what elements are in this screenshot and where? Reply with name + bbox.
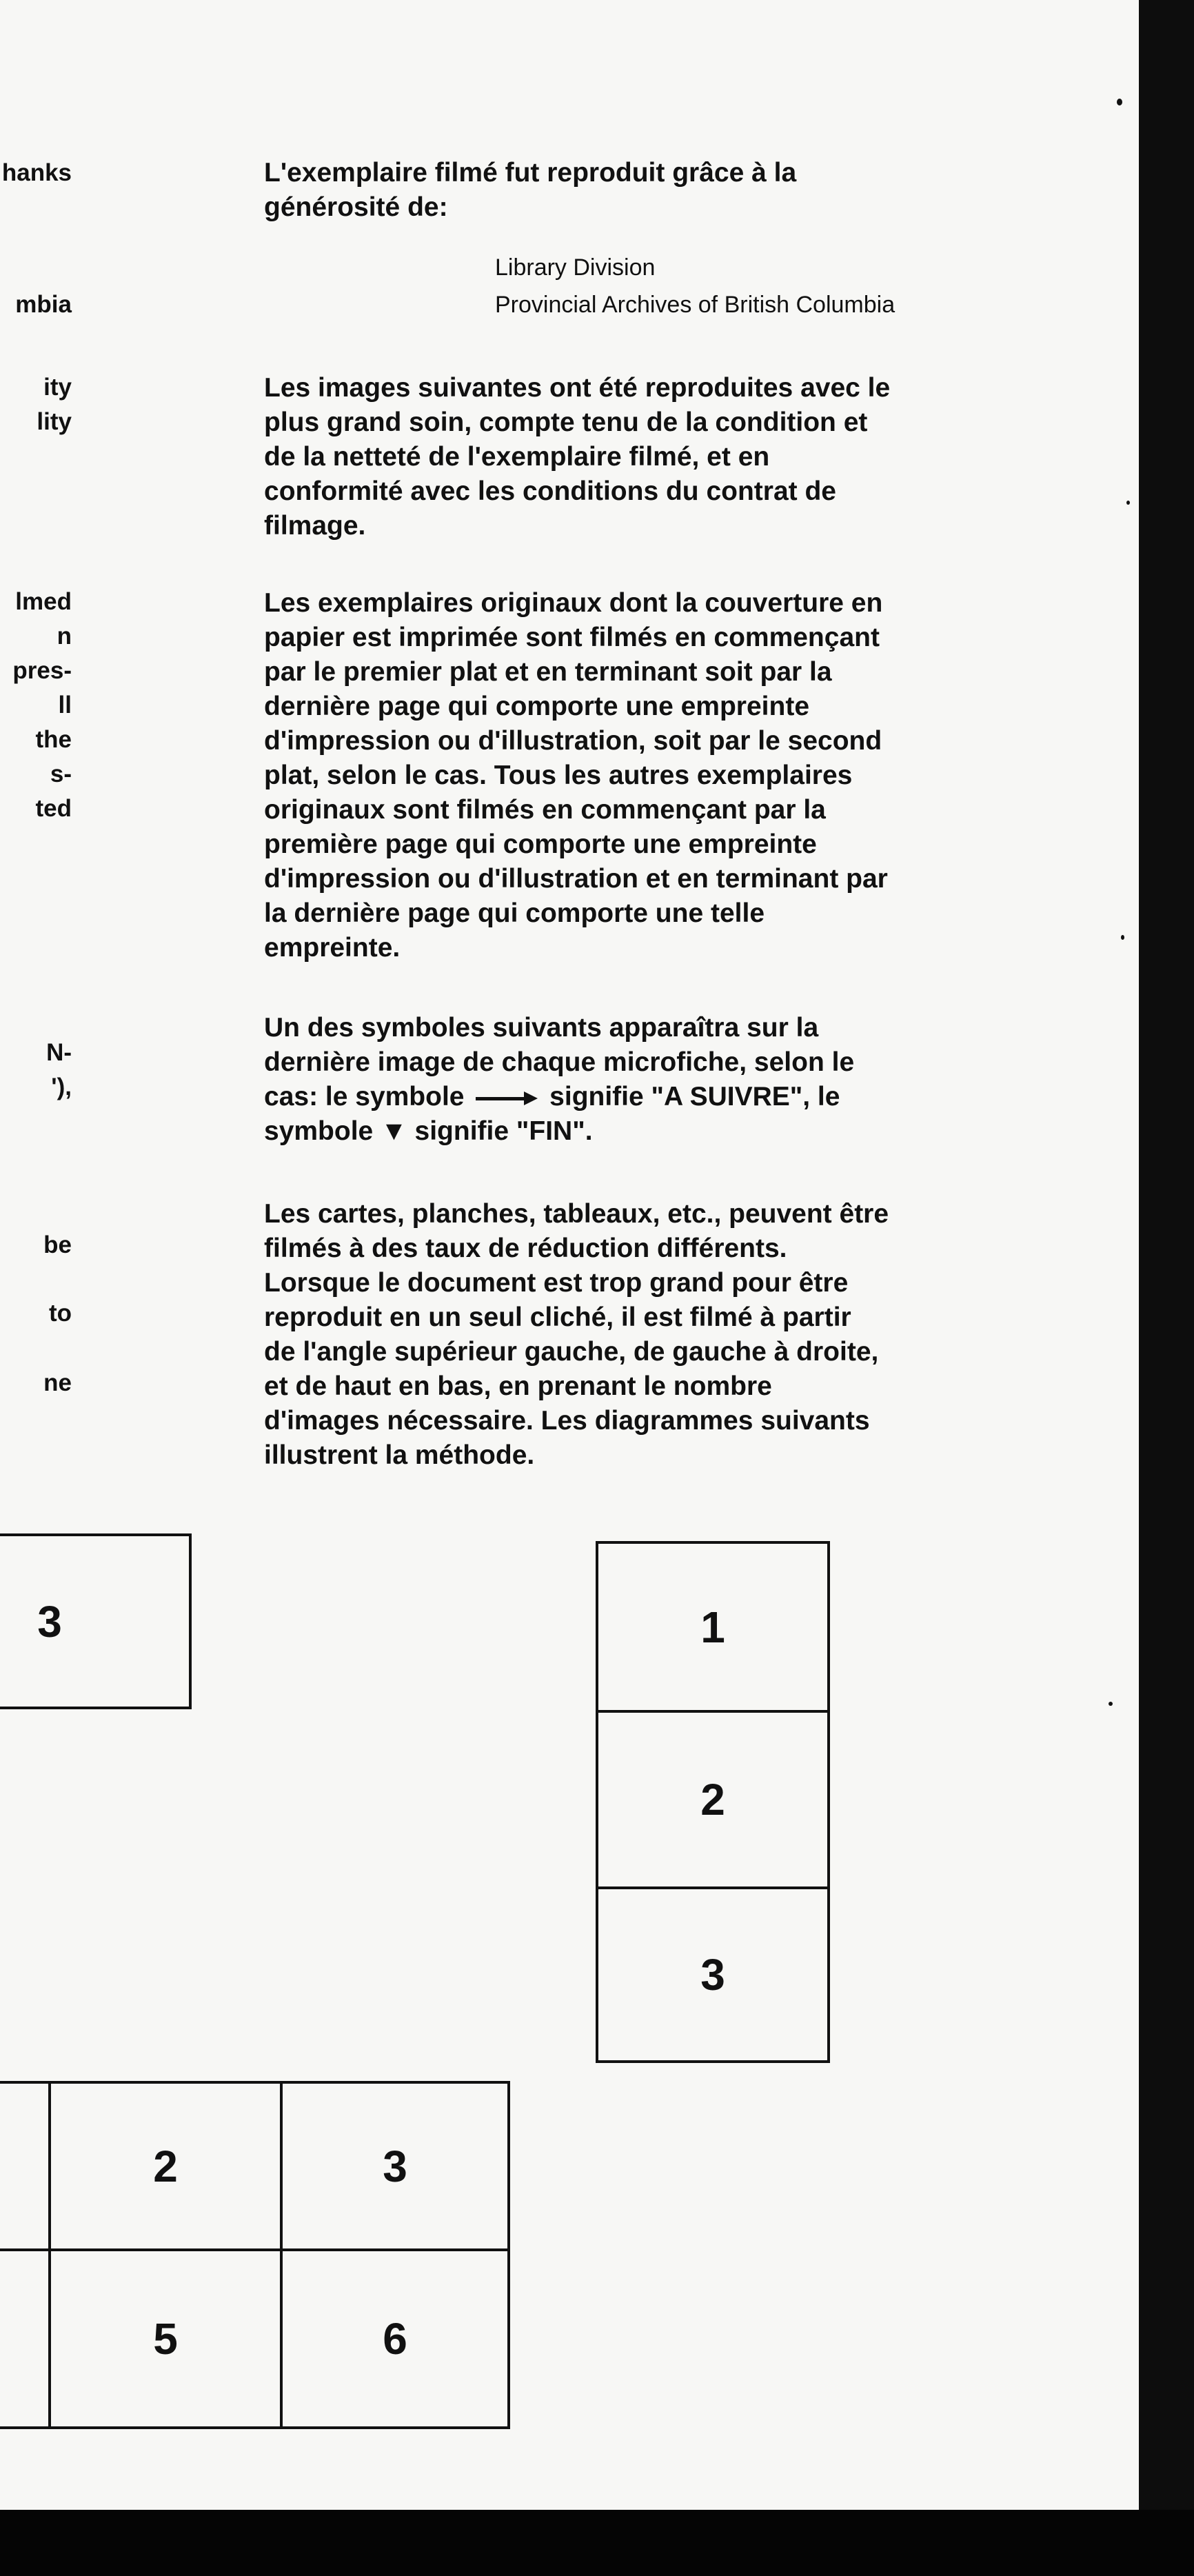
grid-cell-3 [280,2081,510,2251]
paragraph-line: empreinte. [264,933,401,963]
left-column-fragment: the [35,726,72,753]
left-column-fragment: be [43,1231,72,1258]
paragraph-line: filmés à des taux de réduction différents. [264,1234,787,1263]
paragraph-line: Les images suivantes ont été reproduites avec le [264,373,891,403]
vertical-strip-cell-2 [596,1710,830,1889]
cell-number: 5 [153,2314,178,2364]
paragraph-line: reproduit en un seul cliché, il est filmé à partir [264,1302,851,1332]
credit-provincial-archives: Provincial Archives of British Columbia [495,292,896,318]
left-column-fragment: s- [50,761,72,787]
horizontal-strip-cell-3 [0,1533,192,1709]
scan-speck [1109,1702,1113,1706]
symbol-text: signifie "FIN". [414,1116,593,1146]
grid-cell-4 [0,2248,51,2429]
paragraph-line: Les cartes, planches, tableaux, etc., peuvent être [264,1199,889,1229]
paragraph-line: Lorsque le document est trop grand pour être [264,1268,849,1298]
triangle-down-icon: ▼ [381,1116,407,1146]
paragraph-line: Les exemplaires originaux dont la couverture en [264,588,883,618]
cell-number: 1 [700,1602,725,1652]
paragraph-symbols [264,1011,1009,1149]
paragraph-line [264,1080,1009,1114]
paragraph-line: d'images nécessaire. Les diagrammes suivants [264,1406,870,1436]
scan-speck [1126,501,1130,505]
cell-number: 2 [700,1775,725,1824]
paragraph-line: dernière page qui comporte une empreinte [264,692,810,721]
paragraph-line: première page qui comporte une empreinte [264,829,817,859]
grid-cell-5 [48,2248,283,2429]
cell-number: 6 [383,2314,407,2364]
symbol-text: cas: le symbole [264,1082,465,1111]
paragraph-line: la dernière page qui comporte une telle [264,898,765,928]
cell-number: 2 [153,2141,178,2191]
cell-number: 3 [700,1950,725,2000]
grid-cell-1 [0,2081,51,2251]
paragraph-line: originaux sont filmés en commençant par la [264,795,826,825]
scan-speck [1121,935,1124,940]
left-column-fragment: ted [35,795,72,822]
left-column-fragment: to [48,1300,72,1327]
paragraph-line: filmage. [264,511,366,541]
left-column-fragment: hanks [1,159,72,186]
paragraph-image-quality [264,371,1009,543]
heading [264,156,1009,225]
left-column-fragment: '), [51,1074,72,1100]
credit-library-division: Library Division [495,254,656,281]
paragraph-line: plus grand soin, compte tenu de la condition et [264,407,868,437]
paragraph-line: conformité avec les conditions du contrat de [264,476,836,506]
paragraph-original-copies [264,586,1009,965]
scan-speck [1117,99,1122,105]
paragraph-line: de l'angle supérieur gauche, de gauche à droite, [264,1337,879,1367]
paragraph-line: dernière image de chaque microfiche, selon le [264,1047,855,1077]
film-edge-right [1139,0,1194,2576]
paragraph-line: Un des symboles suivants apparaîtra sur la [264,1013,819,1043]
heading-line: générosité de: [264,192,448,222]
paragraph-maps-plates [264,1197,1009,1473]
paragraph-line: par le premier plat et en terminant soit par la [264,657,832,687]
paragraph-line: plat, selon le cas. Tous les autres exemplaires [264,761,853,790]
paragraph-line: illustrent la méthode. [264,1440,535,1470]
paragraph-line [264,1114,1009,1149]
vertical-strip-cell-3 [596,1886,830,2063]
grid-cell-2 [48,2081,283,2251]
film-edge-bottom [0,2510,1194,2576]
left-column-fragment: pres- [12,657,72,684]
grid-cell-6 [280,2248,510,2429]
vertical-strip-cell-1 [596,1541,830,1713]
cell-number: 3 [37,1596,62,1647]
left-column-fragment: N- [46,1039,72,1066]
left-column-fragment: lmed [15,588,72,615]
left-column-fragment: ity [43,374,72,401]
paragraph-line: d'impression ou d'illustration, soit par le second [264,726,882,756]
left-column-fragment: ll [58,692,72,718]
symbol-text: symbole [264,1116,374,1146]
left-column-fragment: ne [43,1369,72,1396]
paragraph-line: et de haut en bas, en prenant le nombre [264,1371,772,1401]
left-column-fragment: mbia [15,291,72,318]
symbol-text: signifie "A SUIVRE", le [549,1082,840,1111]
arrow-right-icon [476,1091,538,1105]
cell-number: 3 [383,2141,407,2191]
paragraph-line: d'impression ou d'illustration et en terminant par [264,864,888,894]
left-column-fragment: n [57,623,72,650]
paragraph-line: de la netteté de l'exemplaire filmé, et en [264,442,770,472]
left-column-fragment: lity [37,408,72,435]
heading-line: L'exemplaire filmé fut reproduit grâce à la [264,158,797,188]
paragraph-line: papier est imprimée sont filmés en commençant [264,623,880,652]
